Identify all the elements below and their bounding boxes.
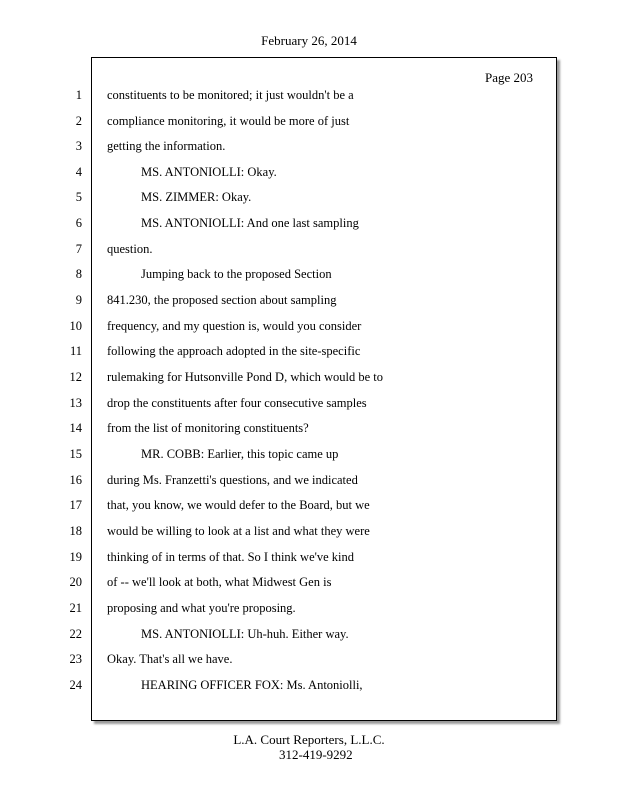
line-number: 2 xyxy=(75,114,82,128)
line-number: 13 xyxy=(69,396,82,410)
transcript-line xyxy=(0,524,618,542)
transcript-line xyxy=(0,575,618,593)
line-text: MS. ANTONIOLLI: And one last sampling xyxy=(141,216,359,230)
transcript-line xyxy=(0,267,618,285)
line-text: that, you know, we would defer to the Board, but we xyxy=(107,498,370,512)
transcript-line xyxy=(0,601,618,619)
transcript-line xyxy=(0,447,618,465)
line-text: drop the constituents after four consecutive samples xyxy=(107,396,367,410)
line-text: rulemaking for Hutsonville Pond D, which would be to xyxy=(107,370,384,384)
line-text: MS. ZIMMER: Okay. xyxy=(141,190,252,204)
line-text: 841.230, the proposed section about sampling xyxy=(107,293,337,307)
line-number: 22 xyxy=(69,627,82,641)
line-number: 20 xyxy=(69,575,82,589)
line-number: 23 xyxy=(69,652,82,666)
transcript-line xyxy=(0,344,618,362)
transcript-line xyxy=(0,550,618,568)
line-text: thinking of in terms of that. So I think we've kind xyxy=(107,550,355,564)
line-number: 8 xyxy=(75,267,82,281)
line-number: 1 xyxy=(75,88,82,102)
transcript-line xyxy=(0,421,618,439)
line-text: question. xyxy=(107,242,153,256)
line-text: MS. ANTONIOLLI: Uh-huh. Either way. xyxy=(141,627,349,641)
transcript-line xyxy=(0,627,618,645)
transcript-line xyxy=(0,216,618,234)
line-number: 21 xyxy=(69,601,82,615)
transcript-line xyxy=(0,139,618,157)
line-text: during Ms. Franzetti's questions, and we indicated xyxy=(107,473,358,487)
transcript-line xyxy=(0,190,618,208)
transcript-date: February 26, 2014 xyxy=(261,33,357,48)
transcript-line xyxy=(0,88,618,106)
transcript-line xyxy=(0,473,618,491)
transcript-line xyxy=(0,498,618,516)
line-text: of -- we'll look at both, what Midwest Gen is xyxy=(107,575,332,589)
line-number: 9 xyxy=(75,293,82,307)
footer-phone: 312-419-9292 xyxy=(279,747,353,762)
line-text: constituents to be monitored; it just wouldn't be a xyxy=(107,88,354,102)
line-number: 19 xyxy=(69,550,82,564)
line-text: Jumping back to the proposed Section xyxy=(141,267,332,281)
transcript-line xyxy=(0,293,618,311)
page-number: Page 203 xyxy=(484,70,533,85)
line-number: 14 xyxy=(69,421,82,435)
line-number: 15 xyxy=(69,447,82,461)
line-number: 12 xyxy=(69,370,82,384)
line-text: following the approach adopted in the site-specific xyxy=(107,344,361,358)
transcript-line xyxy=(0,396,618,414)
footer-company: L.A. Court Reporters, L.L.C. xyxy=(233,732,385,747)
transcript-line xyxy=(0,319,618,337)
line-number: 16 xyxy=(69,473,82,487)
transcript-line xyxy=(0,114,618,132)
line-number: 18 xyxy=(69,524,82,538)
line-number: 3 xyxy=(75,139,82,153)
line-number: 5 xyxy=(75,190,82,204)
transcript-line xyxy=(0,370,618,388)
line-text: from the list of monitoring constituents? xyxy=(107,421,309,435)
line-text: would be willing to look at a list and what they were xyxy=(107,524,370,538)
line-number: 24 xyxy=(69,678,82,692)
line-text: MR. COBB: Earlier, this topic came up xyxy=(141,447,339,461)
transcript-line xyxy=(0,678,618,696)
line-text: frequency, and my question is, would you consider xyxy=(107,319,362,333)
line-number: 10 xyxy=(69,319,82,333)
line-text: HEARING OFFICER FOX: Ms. Antoniolli, xyxy=(141,678,363,692)
line-text: Okay. That's all we have. xyxy=(107,652,233,666)
line-number: 6 xyxy=(75,216,82,230)
line-number: 11 xyxy=(69,344,82,358)
transcript-line xyxy=(0,242,618,260)
line-text: proposing and what you're proposing. xyxy=(107,601,296,615)
line-text: MS. ANTONIOLLI: Okay. xyxy=(141,165,277,179)
transcript-line xyxy=(0,165,618,183)
transcript-line xyxy=(0,652,618,670)
line-number: 7 xyxy=(75,242,82,256)
line-number: 4 xyxy=(75,165,82,179)
line-text: compliance monitoring, it would be more of just xyxy=(107,114,350,128)
line-number: 17 xyxy=(69,498,82,512)
line-text: getting the information. xyxy=(107,139,226,153)
